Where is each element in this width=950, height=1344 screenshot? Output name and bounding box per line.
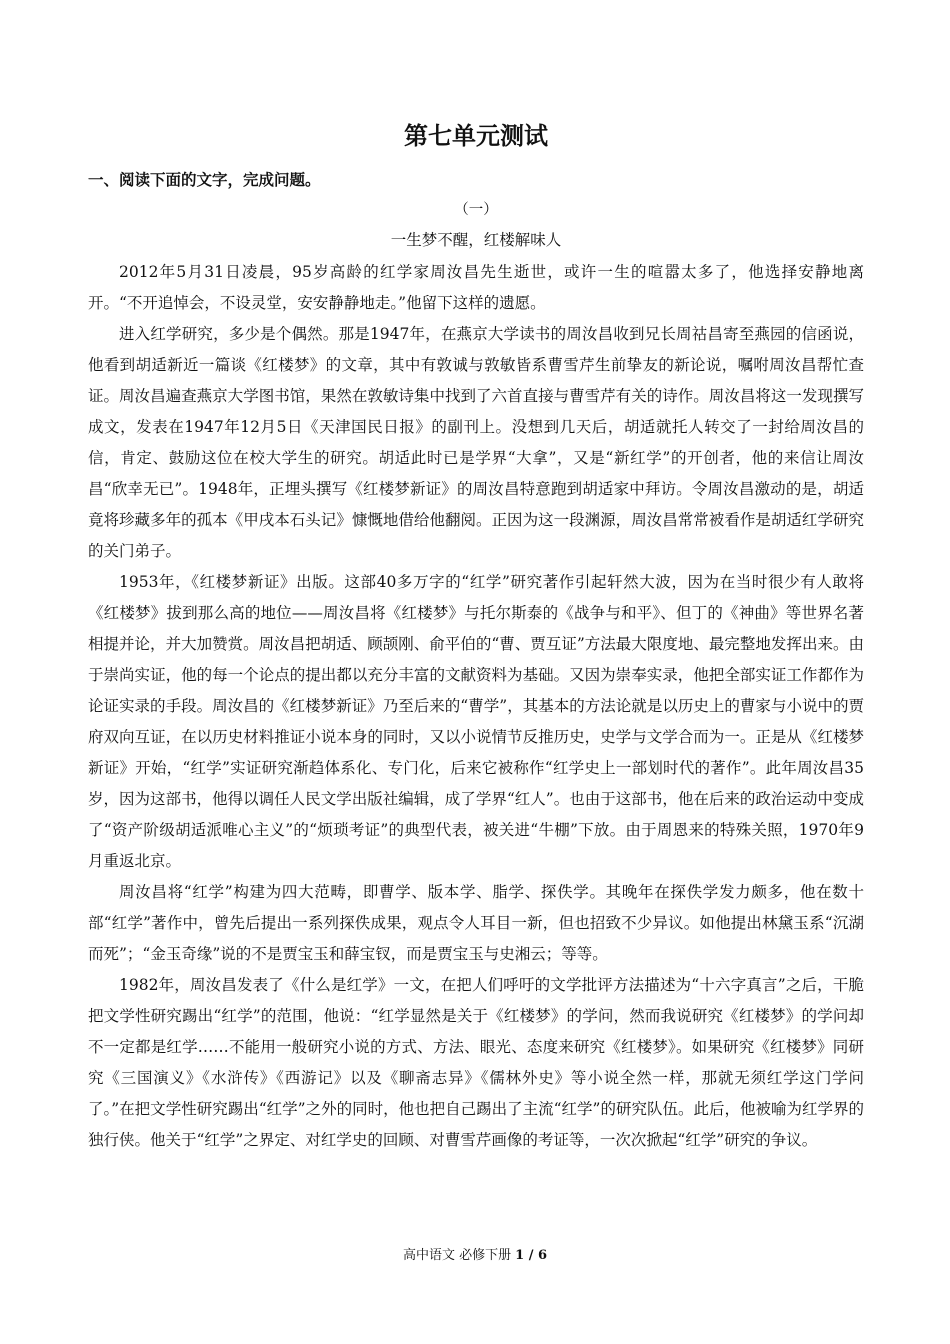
part-label: （一）: [454, 201, 498, 218]
page-number: 1 / 6: [515, 1248, 548, 1263]
paragraph: 2012年5月31日凌晨，95岁高龄的红学家周汝昌先生逝世，或许一生的喧嚣太多了，他选择安静地离开。“不开追悼会，不设灵堂，安安静静地走。”他留下这样的遗愿。: [88, 262, 864, 312]
document-page: [88, 118, 864, 1156]
paragraph: 进入红学研究，多少是个偶然。那是1947年，在燕京大学读书的周汝昌收到兄长周祜昌寄至燕园的信函说，他看到胡适新近一篇谈《红楼梦》的文章，其中有敦诚与敦敏皆系曹雪芹生前挚友的新论说，嘱咐周汝昌帮忙查证。周汝昌遍查燕京大学图书馆，果然在敦敏诗集中找到了六首直接与曹雪芹有关的诗作。周汝昌将这一发现撰写成文，发表在1947年12月5日《天津国民日报》的副刊上。没想到几天后，胡适就托人转交了一封给周汝昌的信，肯定、鼓励这位在校大学生的研究。胡适此时已是学界“大拿”，又是“新红学”的开创者，他的来信让周汝昌“欣幸无已”。1948年，正埋头撰写《红楼梦新证》的周汝昌特意跑到胡适家中拜访。令周汝昌激动的是，胡适竟将珍藏多年的孤本《甲戌本石头记》慷慨地借给他翻阅。正因为这一段渊源，周汝昌常常被看作是胡适红学研究的关门弟子。: [88, 324, 864, 560]
paragraph: 1953年，《红楼梦新证》出版。这部40多万字的“红学”研究著作引起轩然大波，因为在当时很少有人敢将《红楼梦》拔到那么高的地位——周汝昌将《红楼梦》与托尔斯泰的《战争与和平》、但丁的《神曲》等世界名著相提并论，并大加赞赏。周汝昌把胡适、顾颉刚、俞平伯的“曹、贾互证”方法最大限度地、最完整地发挥出来。由于崇尚实证，他的每一个论点的提出都以充分丰富的文献资料为基础。又因为崇奉实录，他把全部实证工作都作为论证实录的手段。周汝昌的《红楼梦新证》乃至后来的“曹学”，其基本的方法论就是以历史上的曹家与小说中的贾府双向互证，在以历史材料推证小说本身的同时，又以小说情节反推历史，史学与文学合而为一。正是从《红楼梦新证》开始，“红学”实证研究渐趋体系化、专门化，后来它被称作“红学史上一部划时代的著作”。此年周汝昌35岁，因为这部书，他得以调任人民文学出版社编辑，成了学界“红人”。也由于这部书，他在后来的政治运动中变成了“资产阶级胡适派唯心主义”的“烦琐考证”的典型代表，被关进“牛棚”下放。由于周恩来的特殊关照，1970年9月重返北京。: [88, 572, 864, 870]
page-footer: [0, 1247, 950, 1265]
document-title: 第七单元测试: [404, 122, 548, 150]
paragraph: 周汝昌将“红学”构建为四大范畴，即曹学、版本学、脂学、探佚学。其晚年在探佚学发力颇多，他在数十部“红学”著作中，曾先后提出一系列探佚成果，观点令人耳目一新，但也招致不少异议。如他提出林黛玉系“沉湖而死”；“金玉奇缘”说的不是贾宝玉和薛宝钗，而是贾宝玉与史湘云；等等。: [88, 882, 864, 963]
article-title: 一生梦不醒，红楼解味人: [390, 230, 562, 249]
footer-text: 高中语文 必修下册: [402, 1248, 512, 1263]
section-heading: 一、阅读下面的文字，完成问题。: [88, 171, 321, 189]
paragraph: 1982年，周汝昌发表了《什么是红学》一文，在把人们呼吁的文学批评方法描述为“十六字真言”之后，干脆把文学性研究踢出“红学”的范围，他说：“红学显然是关于《红楼梦》的学问，然而我说研究《红楼梦》的学问却不一定都是红学……不能用一般研究小说的方式、方法、眼光、态度来研究《红楼梦》。如果研究《红楼梦》同研究《三国演义》《水浒传》《西游记》以及《聊斋志异》《儒林外史》等小说全然一样，那就无须红学这门学问了。”在把文学性研究踢出“红学”之外的同时，他也把自己踢出了主流“红学”的研究队伍。此后，他被喻为红学界的独行侠。他关于“红学”之界定、对红学史的回顾、对曹雪芹画像的考证等，一次次掀起“红学”研究的争议。: [88, 975, 864, 1149]
